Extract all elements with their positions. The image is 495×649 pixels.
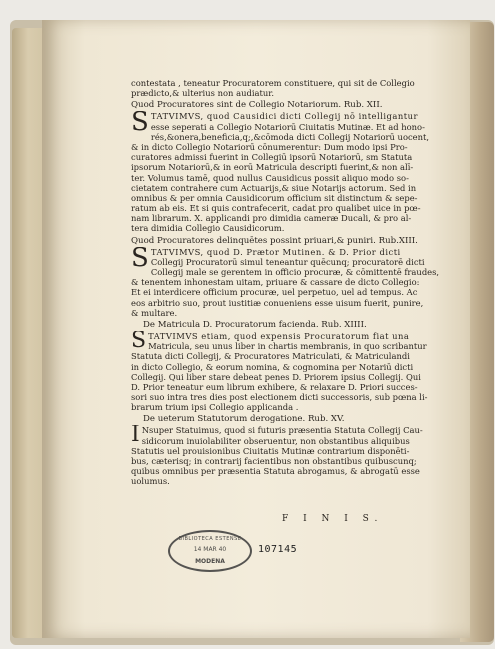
text-line: cietatem contrahere cum Actuarijs,& siue Notarijs actorum. Sed in [131, 182, 417, 193]
shelfmark-number: 107145 [258, 544, 298, 555]
text-line: Matricula, seu unus liber in chartis membranis, in quo scribantur [148, 341, 427, 352]
heading-rub-xiiii: De Matricula D. Procuratorum facienda. Rub. XIIII. [143, 319, 367, 330]
text-line: TATVIMVS, quod D. Prætor Mutinen. & D. Prior dicti [150, 246, 401, 257]
text-line: Et ei interdicere officium procuræ, uel perpetuo, uel ad tempus. Ac [131, 287, 418, 298]
heading-rub-xv: De ueterum Statutorum derogatione. Rub. XV. [143, 414, 345, 425]
text-line: D. Prior teneatur eum librum exhibere, & relaxare D. Priori succes- [131, 381, 418, 392]
page-text [131, 78, 473, 487]
text-line: & tenentem inhonestam uitam, priuare & cassare de dicto Collegio: [131, 277, 420, 288]
text-line: Collegij Procuratorū simul teneantur quēcunq; procuratorē dicti [150, 256, 425, 267]
text-line: in dicto Collegio, & eorum nomina, & cognomina per Notariū dicti [131, 361, 414, 372]
text-line: Statuta dicti Collegij, & Procuratores Matriculati, & Matriculandi [131, 351, 410, 362]
drop-cap: S [131, 111, 149, 138]
paragraph-rub-xii [131, 111, 473, 233]
paragraph-rub-xv [131, 425, 473, 486]
finis-text: F I N I S. [282, 514, 384, 524]
drop-cap: S [131, 330, 147, 353]
text-line: & in dicto Collegio Notariorū cōnumerentur: Dum modo ipsi Pro- [131, 141, 408, 152]
text-line: curatores admissi fuerint in Collegiū ipsorū Notariorū, sm Statuta [131, 152, 413, 163]
stamp-city: MODENA [195, 558, 225, 565]
text-line: ratum ab eis. Et si quis contrafecerit, cadat pro qualibet uice in pœ- [131, 203, 421, 214]
drop-cap: S [131, 246, 149, 273]
text-line: esse seperati a Collegio Notariorū Ciuitatis Mutinæ. Et ad hono- [150, 121, 425, 132]
stamp-library-name: BIBLIOTECA ESTENSE [178, 536, 242, 542]
text-line: uolumus. [131, 476, 170, 487]
text-line: TATVIMVS, quod Causidici dicti Collegij nō intelligantur [150, 111, 419, 122]
paragraph-rub-xiiii [131, 331, 473, 413]
paragraph-rub-xiii [131, 247, 473, 318]
text-line: TATVIMVS etiam, quod expensis Procuratorum fiat una [148, 330, 410, 341]
heading-rub-xiii: Quod Procuratores delinquētes possint priuari,& puniri. Rub.XIII. [131, 235, 418, 246]
text-line: Collegij. Qui liber stare debeat penes D. Priorem ipsius Collegij. Qui [131, 371, 421, 382]
text-line: ter. Volumus tamē, quod nullus Causidicus possit aliquo modo so- [131, 172, 409, 183]
heading-rub-xii: Quod Procuratores sint de Collegio Notariorum. Rub. XII. [131, 100, 383, 111]
text-line: & multare. [131, 307, 178, 318]
text-line: nam librarum. X. applicandi pro dimidia cameræ Ducali, & pro al- [131, 213, 412, 224]
text-line: sidicorum inuiolabiliter obseruentur, non obstantibus aliquibus [141, 435, 410, 446]
text-line: brarum trium ipsi Collegio applicanda . [131, 402, 299, 413]
text-line: eos arbitrio suo, prout iustitiæ conueniens esse uisum fuerit, punire, [131, 297, 424, 308]
text-line: tera dimidia Collegio Causidicorum. [131, 223, 285, 234]
text-line: omnibus & per omnia Causidicorum officium sit distinctum & sepe- [131, 192, 418, 203]
text-line: Nsuper Statuimus, quod si futuris præsentia Statuta Collegij Cau- [141, 425, 423, 436]
drop-cap: I [131, 425, 140, 448]
text-line: ipsorum Notariorū,& in eorū Matricula descripti fuerint,& non alī- [131, 162, 414, 173]
stamp-date: 14 MAR 40 [193, 546, 227, 553]
text-line: bus, cæterisq; in contrarij facientibus non obstantibus quibuscunq; [131, 456, 417, 466]
text-line: contestata , teneatur Procuratorem constituere, qui sit de Collegio [131, 78, 415, 88]
text-line: Statutis uel prouisionibus Ciuitatis Mutinæ contrarium disponēti- [131, 445, 410, 456]
text-line: prædicto,& ulterius non audiatur. [131, 88, 274, 99]
library-stamp [168, 530, 252, 572]
text-line: Collegij male se gerentem in officio procuræ, & cōmittentē fraudes, [150, 267, 440, 277]
text-line: sori suo intra tres dies post electionem dicti successoris, sub pœna li- [131, 392, 428, 403]
text-line: rés,&onera,beneficia,q;,&cōmoda dicti Collegij Notariorū uocent, [150, 131, 430, 142]
text-line: quibus omnibus per præsentia Statuta abrogamus, & abrogatū esse [131, 466, 420, 477]
